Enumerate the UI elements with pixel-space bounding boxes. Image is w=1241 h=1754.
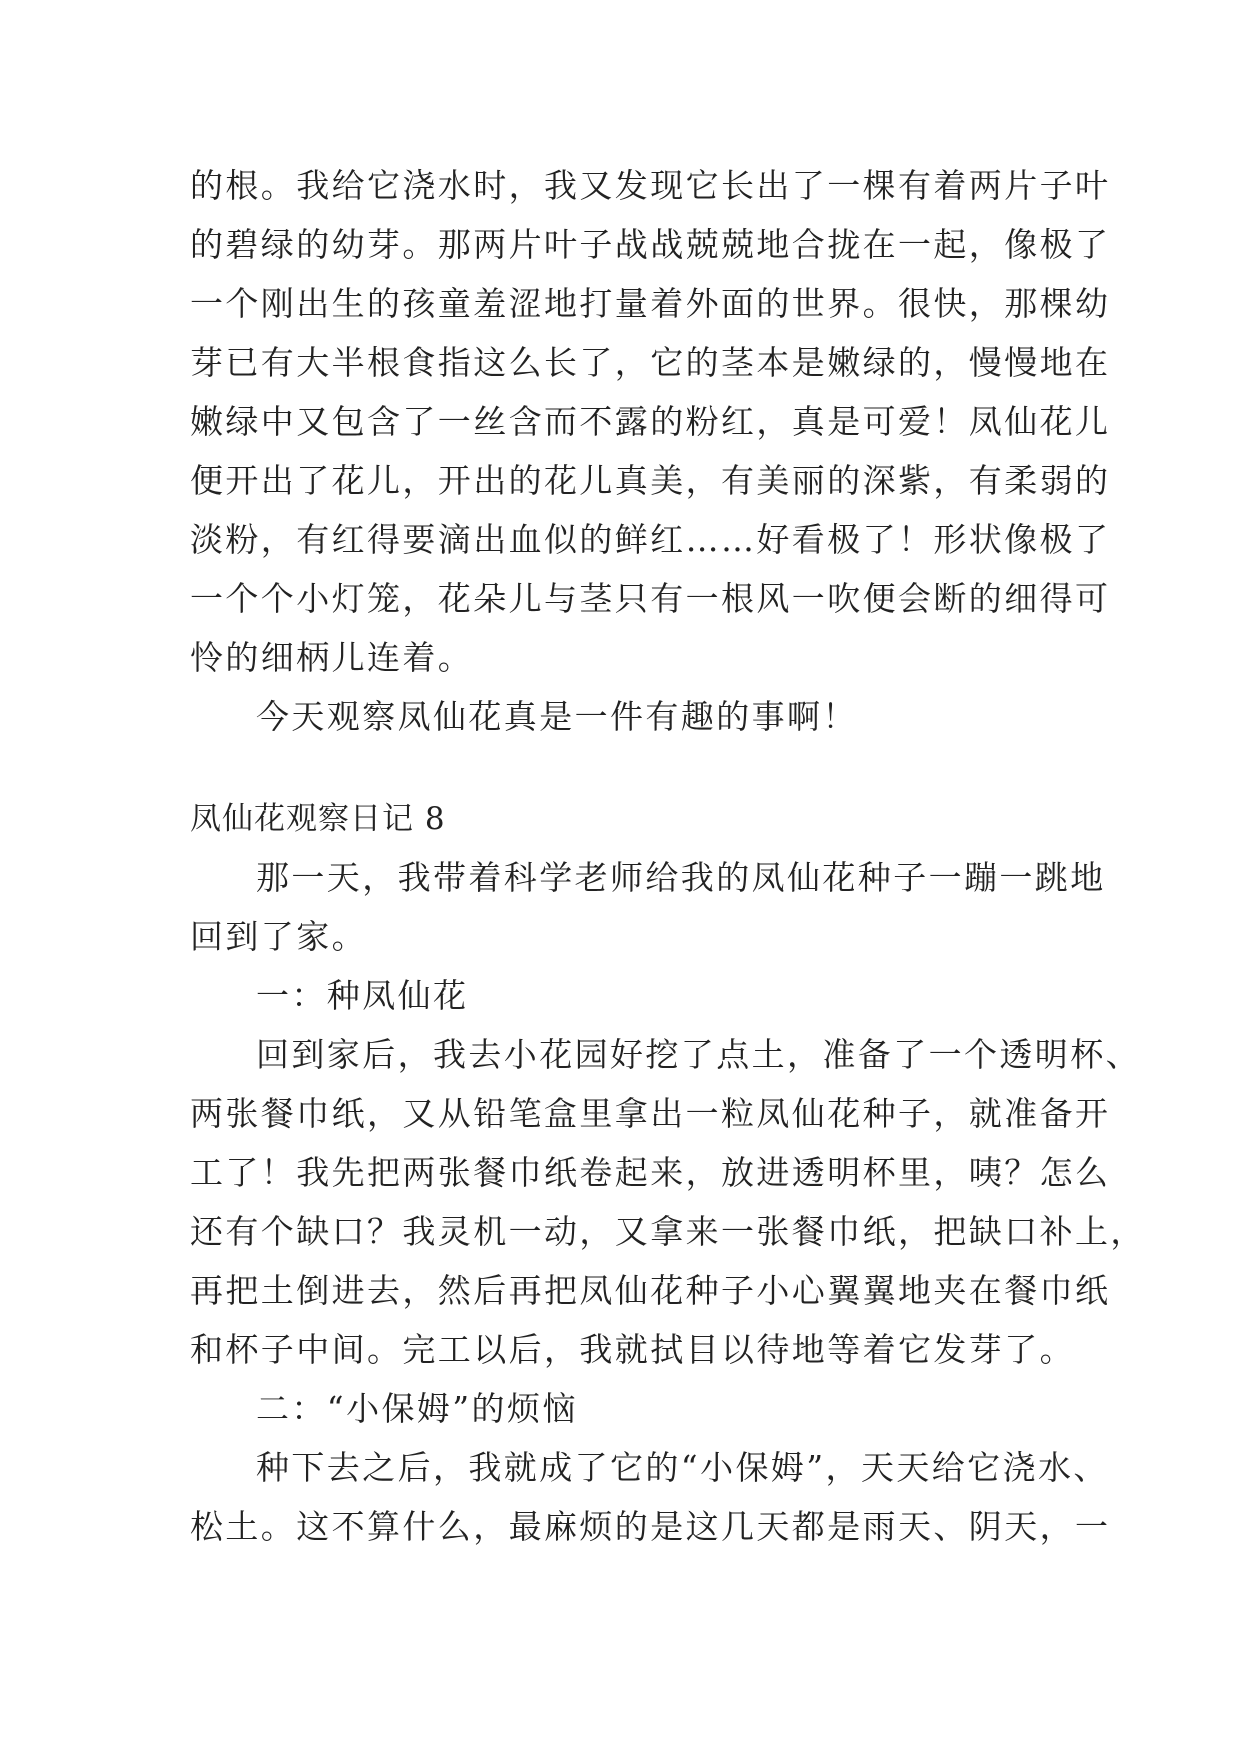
paragraph-line: 那一天，我带着科学老师给我的凤仙花种子一蹦一跳地 — [256, 858, 1106, 897]
section-heading: 二：“小保姆”的烦恼 — [256, 1389, 578, 1428]
paragraph-line: 的根。我给它浇水时，我又发现它长出了一棵有着两片子叶 — [190, 166, 1111, 205]
entry-title: 凤仙花观察日记 8 — [190, 801, 446, 837]
paragraph-line: 再把土倒进去，然后再把凤仙花种子小心翼翼地夹在餐巾纸 — [190, 1271, 1111, 1310]
closing-sentence: 今天观察凤仙花真是一件有趣的事啊！ — [256, 697, 858, 736]
paragraph-line: 便开出了花儿，开出的花儿真美，有美丽的深紫，有柔弱的 — [190, 461, 1111, 500]
paragraph-line: 淡粉，有红得要滴出血似的鲜红……好看极了！形状像极了 — [190, 520, 1111, 559]
paragraph-line: 松土。这不算什么，最麻烦的是这几天都是雨天、阴天，一 — [190, 1507, 1111, 1546]
paragraph-line: 工了！我先把两张餐巾纸卷起来，放进透明杯里，咦？怎么 — [190, 1153, 1111, 1192]
paragraph-line: 种下去之后，我就成了它的“小保姆”，天天给它浇水、 — [256, 1448, 1109, 1487]
paragraph-line: 回到家后，我去小花园好挖了点土，准备了一个透明杯、 — [256, 1035, 1141, 1074]
paragraph-line: 的碧绿的幼芽。那两片叶子战战兢兢地合拢在一起，像极了 — [190, 225, 1111, 264]
paragraph-line: 回到了家。 — [190, 917, 367, 956]
paragraph-line: 还有个缺口？我灵机一动，又拿来一张餐巾纸，把缺口补上， — [190, 1212, 1146, 1251]
paragraph-line: 嫩绿中又包含了一丝含而不露的粉红，真是可爱！凤仙花儿 — [190, 402, 1111, 441]
paragraph-line: 芽已有大半根食指这么长了，它的茎本是嫩绿的，慢慢地在 — [190, 343, 1111, 382]
section-heading: 一：种凤仙花 — [256, 976, 469, 1015]
paragraph-line: 怜的细柄儿连着。 — [190, 638, 474, 677]
paragraph-line: 两张餐巾纸，又从铅笔盒里拿出一粒凤仙花种子，就准备开 — [190, 1094, 1111, 1133]
paragraph-line: 一个刚出生的孩童羞涩地打量着外面的世界。很快，那棵幼 — [190, 284, 1111, 323]
paragraph-line: 和杯子中间。完工以后，我就拭目以待地等着它发芽了。 — [190, 1330, 1075, 1369]
paragraph-line: 一个个小灯笼，花朵儿与茎只有一根风一吹便会断的细得可 — [190, 579, 1111, 618]
